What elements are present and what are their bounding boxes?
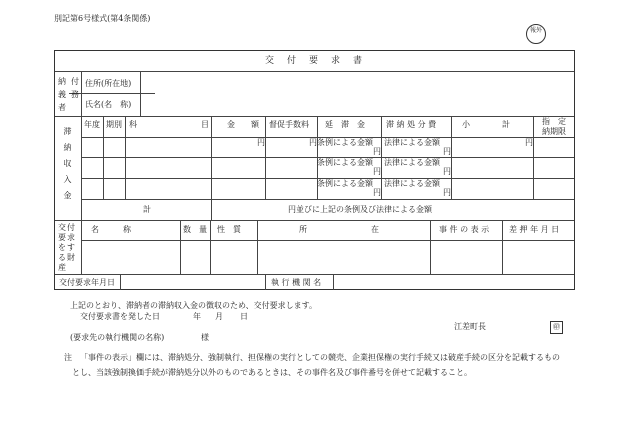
disposal-law-2: 法律による金額 bbox=[384, 158, 440, 167]
form-table bbox=[54, 50, 575, 290]
col-subtotal: 小 計 bbox=[462, 120, 510, 129]
amount-yen: 円 bbox=[257, 138, 265, 147]
col-subject-end: 目 bbox=[201, 120, 209, 129]
col-seizure-date: 差 押 年 月 日 bbox=[509, 225, 560, 234]
name-label: 氏名(名 称) bbox=[85, 100, 132, 109]
form-number-label: 別記第6号様式(第4条関係) bbox=[54, 14, 151, 23]
note-prefix: 注 bbox=[64, 353, 72, 362]
note-line-2: とし、当該強制換価手続が滞納処分以外のものであるときは、その事件名及び事件番号を併せて記載すること。 bbox=[72, 368, 472, 377]
disposal-yen-2: 円 bbox=[443, 167, 451, 176]
col-designated-deadline: 指 定 納期限 bbox=[542, 117, 566, 136]
issued-month: 月 bbox=[215, 312, 223, 321]
seal-mark: ㊞ bbox=[550, 321, 563, 334]
taxpayer-label: 納付義務者 bbox=[58, 77, 80, 112]
col-year: 年度 bbox=[84, 120, 100, 129]
col-subject: 科 bbox=[129, 120, 137, 129]
col-delay-fee: 延 滞 金 bbox=[325, 120, 365, 129]
disposal-law-3: 法律による金額 bbox=[384, 179, 440, 188]
total-note: 円並びに上記の条例及び法律による金額 bbox=[288, 205, 432, 214]
delay-ordinance-3: 条例による金額 bbox=[317, 179, 373, 188]
document-title: 交 付 要 求 書 bbox=[264, 56, 364, 66]
stamp-mark: 報外 bbox=[526, 24, 546, 44]
total-label: 計 bbox=[143, 205, 151, 214]
delay-yen-3: 円 bbox=[373, 188, 381, 197]
issued-date-label: 交付要求書を発した日 bbox=[80, 312, 160, 321]
col-quantity: 数 量 bbox=[183, 225, 207, 234]
property-label: 交付要求をする財産 bbox=[58, 223, 76, 272]
issued-year: 年 bbox=[193, 312, 201, 321]
col-dunning-fee: 督促手数料 bbox=[269, 120, 309, 129]
col-disposal-fee: 滞 納 処 分 費 bbox=[386, 120, 437, 129]
delay-ordinance-2: 条例による金額 bbox=[317, 158, 373, 167]
request-date-label: 交付要求年月日 bbox=[59, 278, 115, 287]
address-label: 住所(所在地) bbox=[85, 79, 132, 88]
delay-ordinance-1: 条例による金額 bbox=[317, 138, 373, 147]
col-nature: 性 質 bbox=[217, 225, 241, 234]
col-term: 期別 bbox=[106, 120, 122, 129]
delay-yen-2: 円 bbox=[373, 167, 381, 176]
col-property-name: 名 称 bbox=[91, 225, 131, 234]
col-amount: 金 額 bbox=[227, 120, 259, 129]
mayor-title: 江差町長 bbox=[454, 322, 486, 331]
delay-yen-1: 円 bbox=[373, 147, 381, 156]
recipient-label: (要求先の執行機関の名称) bbox=[70, 333, 165, 342]
note-line-1: 「事件の表示」欄には、滞納処分、強制執行、担保権の実行としての競売、企業担保権の実行手続又は破産手続の区分を記載するもの bbox=[80, 353, 560, 362]
subtotal-yen: 円 bbox=[525, 138, 533, 147]
col-case-display: 事 件 の 表 示 bbox=[439, 225, 490, 234]
agency-label: 執 行 機 関 名 bbox=[271, 278, 322, 287]
dunning-yen: 円 bbox=[309, 138, 317, 147]
disposal-yen-3: 円 bbox=[443, 188, 451, 197]
request-statement: 上記のとおり、滞納者の滞納収入金の徴収のため、交付要求します。 bbox=[70, 301, 318, 310]
arrears-label: 滞納収入金 bbox=[63, 127, 72, 207]
disposal-law-1: 法律による金額 bbox=[384, 138, 440, 147]
issued-day: 日 bbox=[240, 312, 248, 321]
disposal-yen-1: 円 bbox=[443, 147, 451, 156]
col-location: 所 在 bbox=[299, 225, 379, 234]
recipient-honorific: 様 bbox=[201, 333, 209, 342]
